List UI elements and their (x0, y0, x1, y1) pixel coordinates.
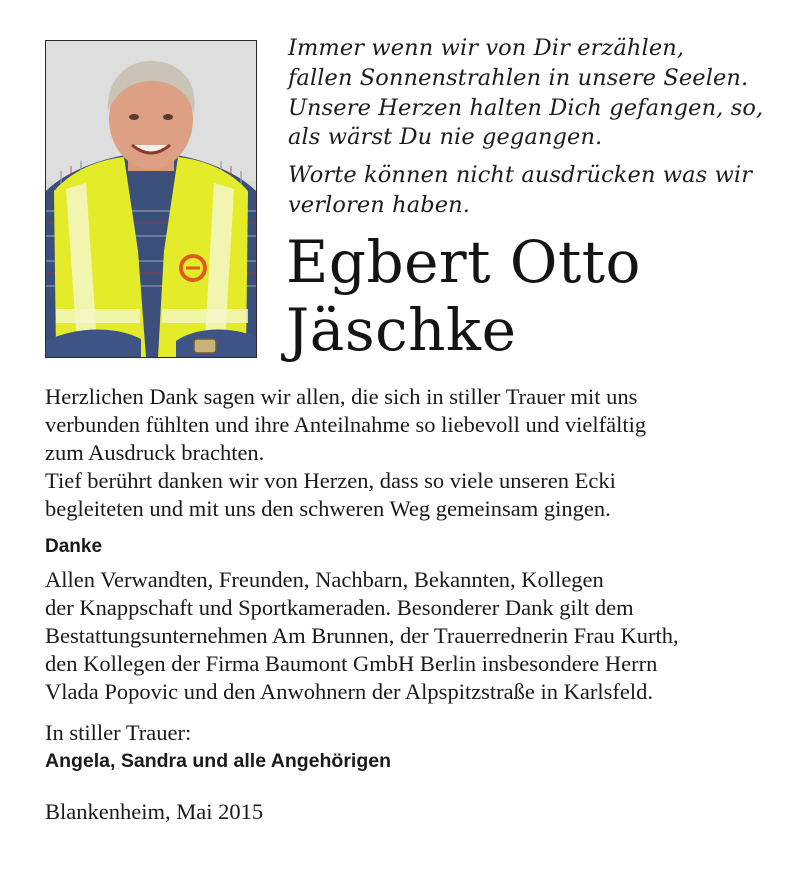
danke-heading: Danke (45, 536, 103, 557)
text-line: Allen Verwandten, Freunden, Nachbarn, Bekannten, Kollegen (45, 567, 604, 592)
text-line: Vlada Popovic und den Anwohnern der Alpspitzstraße in Karlsfeld. (45, 679, 653, 704)
text-line: Herzlichen Dank sagen wir allen, die sich in stiller Trauer mit uns (45, 384, 638, 409)
poem-line: fallen Sonnenstrahlen in unsere Seelen. (288, 64, 749, 91)
mourners-label: In stiller Trauer: (45, 720, 192, 745)
text-line: Bestattungsunternehmen Am Brunnen, der Trauerrednerin Frau Kurth, (45, 623, 679, 648)
deceased-name (286, 228, 791, 364)
poem-line: Unsere Herzen halten Dich gefangen, so, (288, 94, 764, 121)
deceased-last-name: Jäschke (286, 296, 517, 364)
mourners-names: Angela, Sandra und alle Angehörigen (45, 750, 391, 772)
text-line: begleiteten und mit uns den schweren Weg gemeinsam gingen. (45, 496, 611, 521)
danke-paragraph (45, 566, 785, 706)
poem-line: als wärst Du nie gegangen. (288, 124, 603, 151)
poem-line: verloren haben. (288, 191, 471, 218)
place-date: Blankenheim, Mai 2015 (45, 799, 264, 824)
text-line: den Kollegen der Firma Baumont GmbH Berlin insbesondere Herrn (45, 651, 658, 676)
text-line: der Knappschaft und Sportkameraden. Besonderer Dank gilt dem (45, 595, 634, 620)
text-line: Tief berührt danken wir von Herzen, dass so viele unseren Ecki (45, 468, 616, 493)
thanks-paragraph (45, 383, 785, 523)
deceased-first-names: Egbert Otto (286, 228, 641, 296)
poem-stanza (288, 161, 788, 221)
text-line: verbunden fühlten und ihre Anteilnahme so liebevoll und vielfältig (45, 412, 647, 437)
poem-line: Worte können nicht ausdrücken was wir (288, 162, 753, 189)
poem-stanza (288, 34, 788, 153)
memorial-poem (288, 34, 788, 221)
portrait-photo (45, 40, 257, 358)
text-line: zum Ausdruck brachten. (45, 440, 265, 465)
poem-line: Immer wenn wir von Dir erzählen, (288, 35, 685, 61)
